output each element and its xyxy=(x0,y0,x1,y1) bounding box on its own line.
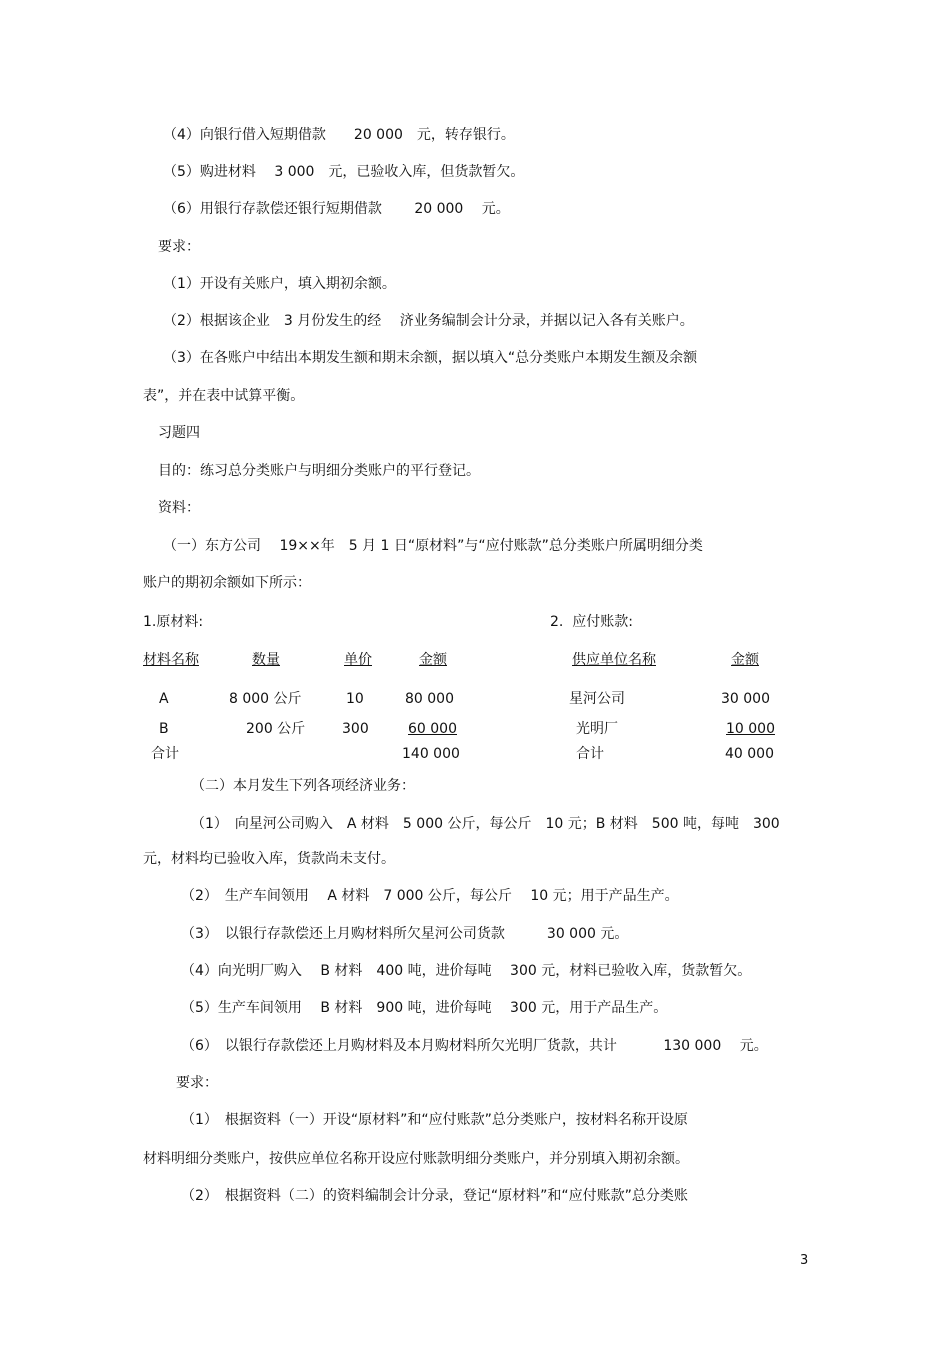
text-line: （2）根据该企业 3 月份发生的经 济业务编制会计分录，并据以记入各有关账户。 xyxy=(163,313,694,329)
text-line: （1） 根据资料（一）开设“原材料”和“应付账款”总分类账户，按材料名称开设原 xyxy=(181,1112,688,1128)
payables-total-amount: 40 000 xyxy=(725,746,774,762)
payables-row-name: 光明厂 xyxy=(576,721,618,737)
materials-total-amount: 140 000 xyxy=(402,746,460,762)
text-line: （3） 以银行存款偿还上月购材料所欠星河公司货款 30 000 元。 xyxy=(181,926,629,942)
materials-row-qty: 200 公斤 xyxy=(246,721,306,737)
materials-total-label: 合计 xyxy=(151,746,179,762)
text-line: （一）东方公司 19××年 5 月 1 日“原材料”与“应付账款”总分类账户所属明细分类 xyxy=(163,538,703,554)
text-line: （1） 向星河公司购入 A 材料 5 000 公斤，每公斤 10 元；B 材料 500 吨，每吨 300 xyxy=(191,816,780,832)
section-label: 要求： xyxy=(158,239,200,255)
text-line: （6） 以银行存款偿还上月购材料及本月购材料所欠光明厂货款，共计 130 000 元。 xyxy=(181,1038,768,1054)
text-line: （6）用银行存款偿还银行短期借款 20 000 元。 xyxy=(163,201,510,217)
text-line: 表”，并在表中试算平衡。 xyxy=(143,388,305,404)
materials-header-price: 单价 xyxy=(344,652,372,668)
text-line: 元，材料均已验收入库，货款尚未支付。 xyxy=(143,851,395,867)
materials-row-amount: 60 000 xyxy=(408,721,457,737)
payables-row-amount: 10 000 xyxy=(726,721,775,737)
materials-title: 1.原材料: xyxy=(143,614,204,630)
text-line: （3）在各账户中结出本期发生额和期末余额，据以填入“总分类账户本期发生额及余额 xyxy=(163,350,698,366)
text-line: 材料明细分类账户，按供应单位名称开设应付账款明细分类账户，并分别填入期初余额。 xyxy=(143,1151,689,1167)
section-label: 要求： xyxy=(176,1075,218,1091)
payables-row-name: 星河公司 xyxy=(569,691,625,707)
materials-header-name: 材料名称 xyxy=(143,652,199,668)
text-line: （5）购进材料 3 000 元，已验收入库，但货款暂欠。 xyxy=(163,164,525,180)
payables-title: 2. 应付账款: xyxy=(550,614,633,630)
materials-row-qty: 8 000 公斤 xyxy=(229,691,302,707)
text-line: （4）向银行借入短期借款 20 000 元，转存银行。 xyxy=(163,127,515,143)
text-line: 账户的期初余额如下所示： xyxy=(143,575,311,591)
text-line: 目的：练习总分类账户与明细分类账户的平行登记。 xyxy=(158,463,480,479)
text-line: （5）生产车间领用 B 材料 900 吨，进价每吨 300 元，用于产品生产。 xyxy=(181,1000,668,1016)
payables-header-supplier: 供应单位名称 xyxy=(572,652,656,668)
exercise-heading: 习题四 xyxy=(158,425,200,441)
section-label: 资料： xyxy=(158,500,200,516)
materials-row-price: 300 xyxy=(342,721,369,737)
text-line: （二）本月发生下列各项经济业务： xyxy=(191,778,415,794)
payables-header-amount: 金额 xyxy=(731,652,759,668)
materials-row-price: 10 xyxy=(346,691,364,707)
materials-header-qty: 数量 xyxy=(252,652,280,668)
materials-row-amount: 80 000 xyxy=(405,691,454,707)
payables-total-label: 合计 xyxy=(576,746,604,762)
text-line: （2） 根据资料（二）的资料编制会计分录，登记“原材料”和“应付账款”总分类账 xyxy=(181,1188,688,1204)
materials-row-name: B xyxy=(159,721,169,737)
text-line: （4）向光明厂购入 B 材料 400 吨，进价每吨 300 元，材料已验收入库，货款暂欠。 xyxy=(181,963,752,979)
text-line: （1）开设有关账户，填入期初余额。 xyxy=(163,276,396,292)
page-number: 3 xyxy=(800,1253,809,1268)
materials-header-amount: 金额 xyxy=(419,652,447,668)
payables-row-amount: 30 000 xyxy=(721,691,770,707)
text-line: （2） 生产车间领用 A 材料 7 000 公斤，每公斤 10 元；用于产品生产。 xyxy=(181,888,679,904)
materials-row-name: A xyxy=(159,691,169,707)
